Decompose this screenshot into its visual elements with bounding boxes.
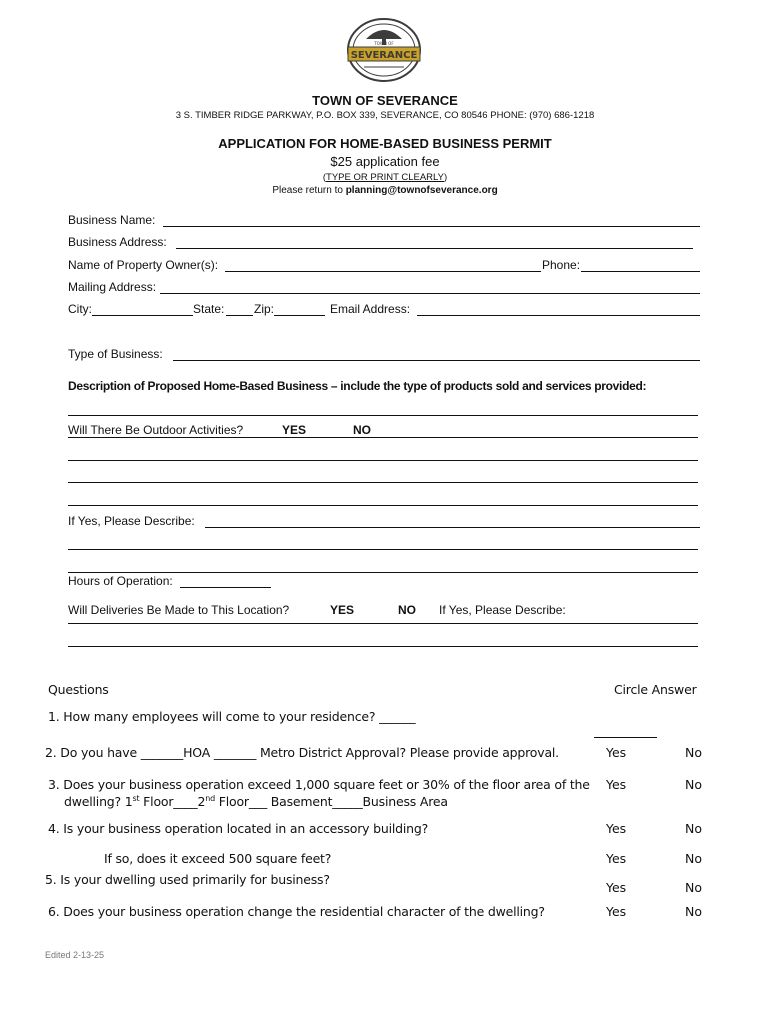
questions-heading: Questions xyxy=(48,682,109,697)
outdoor-no-option[interactable]: NO xyxy=(353,423,371,437)
question-4: 4. Is your business operation located in an accessory building? xyxy=(48,821,429,836)
description-line-4[interactable] xyxy=(68,505,698,506)
town-seal-logo xyxy=(344,17,424,83)
if-yes-describe-label: If Yes, Please Describe: xyxy=(68,514,195,528)
business-name-label: Business Name: xyxy=(68,213,156,227)
business-name-line[interactable] xyxy=(163,226,700,227)
deliveries-line-1[interactable] xyxy=(68,623,698,624)
description-line-1[interactable] xyxy=(68,415,698,416)
town-name: TOWN OF SEVERANCE xyxy=(312,93,458,108)
edited-date: Edited 2-13-25 xyxy=(45,950,105,960)
q3-no-answer[interactable]: No xyxy=(685,777,702,792)
hours-label: Hours of Operation: xyxy=(68,574,173,588)
zip-label: Zip: xyxy=(254,302,275,316)
circle-answer-heading: Circle Answer xyxy=(614,682,697,697)
question-3: 3. Does your business operation exceed 1,000 square feet or 30% of the floor area of the xyxy=(48,777,590,792)
q6-yes-answer[interactable]: Yes xyxy=(606,904,627,919)
deliveries-no-option[interactable]: NO xyxy=(398,603,416,617)
question-1: 1. How many employees will come to your residence? ______ xyxy=(48,709,416,724)
email-line[interactable] xyxy=(417,315,700,316)
phone-label: Phone: xyxy=(542,258,581,272)
q4-sub-no-answer[interactable]: No xyxy=(685,851,702,866)
question-2: 2. Do you have _______HOA _______ Metro District Approval? Please provide approval. xyxy=(45,745,559,760)
q4-no-answer[interactable]: No xyxy=(685,821,702,836)
type-of-business-label: Type of Business: xyxy=(68,347,163,361)
description-line-2[interactable] xyxy=(68,460,698,461)
return-instructions: Please return to planning@townofseverance.org xyxy=(272,185,498,196)
type-of-business-line[interactable] xyxy=(173,360,700,361)
type-note: (TYPE OR PRINT CLEARLY) xyxy=(322,172,448,183)
city-line[interactable] xyxy=(92,315,193,316)
if-yes-describe-line[interactable] xyxy=(205,527,700,528)
question-5: 5. Is your dwelling used primarily for business? xyxy=(45,872,330,887)
hours-line[interactable] xyxy=(180,587,271,588)
description-line-3[interactable] xyxy=(68,482,698,483)
email-label: Email Address: xyxy=(330,302,411,316)
deliveries-label: Will Deliveries Be Made to This Location? xyxy=(68,603,290,617)
q5-no-answer[interactable]: No xyxy=(685,880,702,895)
q4-sub-yes-answer[interactable]: Yes xyxy=(606,851,627,866)
question-6: 6. Does your business operation change the residential character of the dwelling? xyxy=(48,904,545,919)
q2-yes-answer[interactable]: Yes xyxy=(606,745,627,760)
form-title: APPLICATION FOR HOME-BASED BUSINESS PERMIT xyxy=(218,136,552,151)
q3-yes-answer[interactable]: Yes xyxy=(606,777,627,792)
describe-line-3[interactable] xyxy=(68,572,698,573)
town-address: 3 S. TIMBER RIDGE PARKWAY, P.O. BOX 339, SEVERANCE, CO 80546 PHONE: (970) 686-1218 xyxy=(175,110,595,121)
deliveries-if-yes-label: If Yes, Please Describe: xyxy=(439,603,566,617)
return-email: planning@townofseverance.org xyxy=(345,185,498,196)
describe-line-2[interactable] xyxy=(68,549,698,550)
property-owner-label: Name of Property Owner(s): xyxy=(68,258,219,272)
state-label: State: xyxy=(193,302,225,316)
city-label: City: xyxy=(68,302,92,316)
application-fee: $25 application fee xyxy=(330,154,440,169)
q5-yes-answer[interactable]: Yes xyxy=(606,880,627,895)
svg-text:TOWN OF: TOWN OF xyxy=(374,41,394,46)
question-3-floors: dwelling? 1st Floor____2nd Floor___ Basement_____Business Area xyxy=(64,794,448,810)
mailing-address-label: Mailing Address: xyxy=(68,280,157,294)
circle-answer-line xyxy=(594,737,657,738)
description-label: Description of Proposed Home-Based Business – include the type of products sold and services provided: xyxy=(68,379,647,393)
outdoor-activities-label: Will There Be Outdoor Activities? xyxy=(68,423,244,437)
q2-no-answer[interactable]: No xyxy=(685,745,702,760)
business-address-line[interactable] xyxy=(176,248,693,249)
business-address-label: Business Address: xyxy=(68,235,167,249)
svg-text:SEVERANCE: SEVERANCE xyxy=(350,50,418,61)
q6-no-answer[interactable]: No xyxy=(685,904,702,919)
outdoor-yes-option[interactable]: YES xyxy=(282,423,307,437)
q4-yes-answer[interactable]: Yes xyxy=(606,821,627,836)
deliveries-line-2[interactable] xyxy=(68,646,698,647)
outdoor-line[interactable] xyxy=(68,437,698,438)
state-line[interactable] xyxy=(226,315,253,316)
question-4-sub: If so, does it exceed 500 square feet? xyxy=(104,851,332,866)
mailing-address-line[interactable] xyxy=(160,293,700,294)
deliveries-yes-option[interactable]: YES xyxy=(330,603,355,617)
property-owner-line[interactable] xyxy=(225,271,541,272)
phone-line[interactable] xyxy=(581,271,700,272)
zip-line[interactable] xyxy=(274,315,325,316)
